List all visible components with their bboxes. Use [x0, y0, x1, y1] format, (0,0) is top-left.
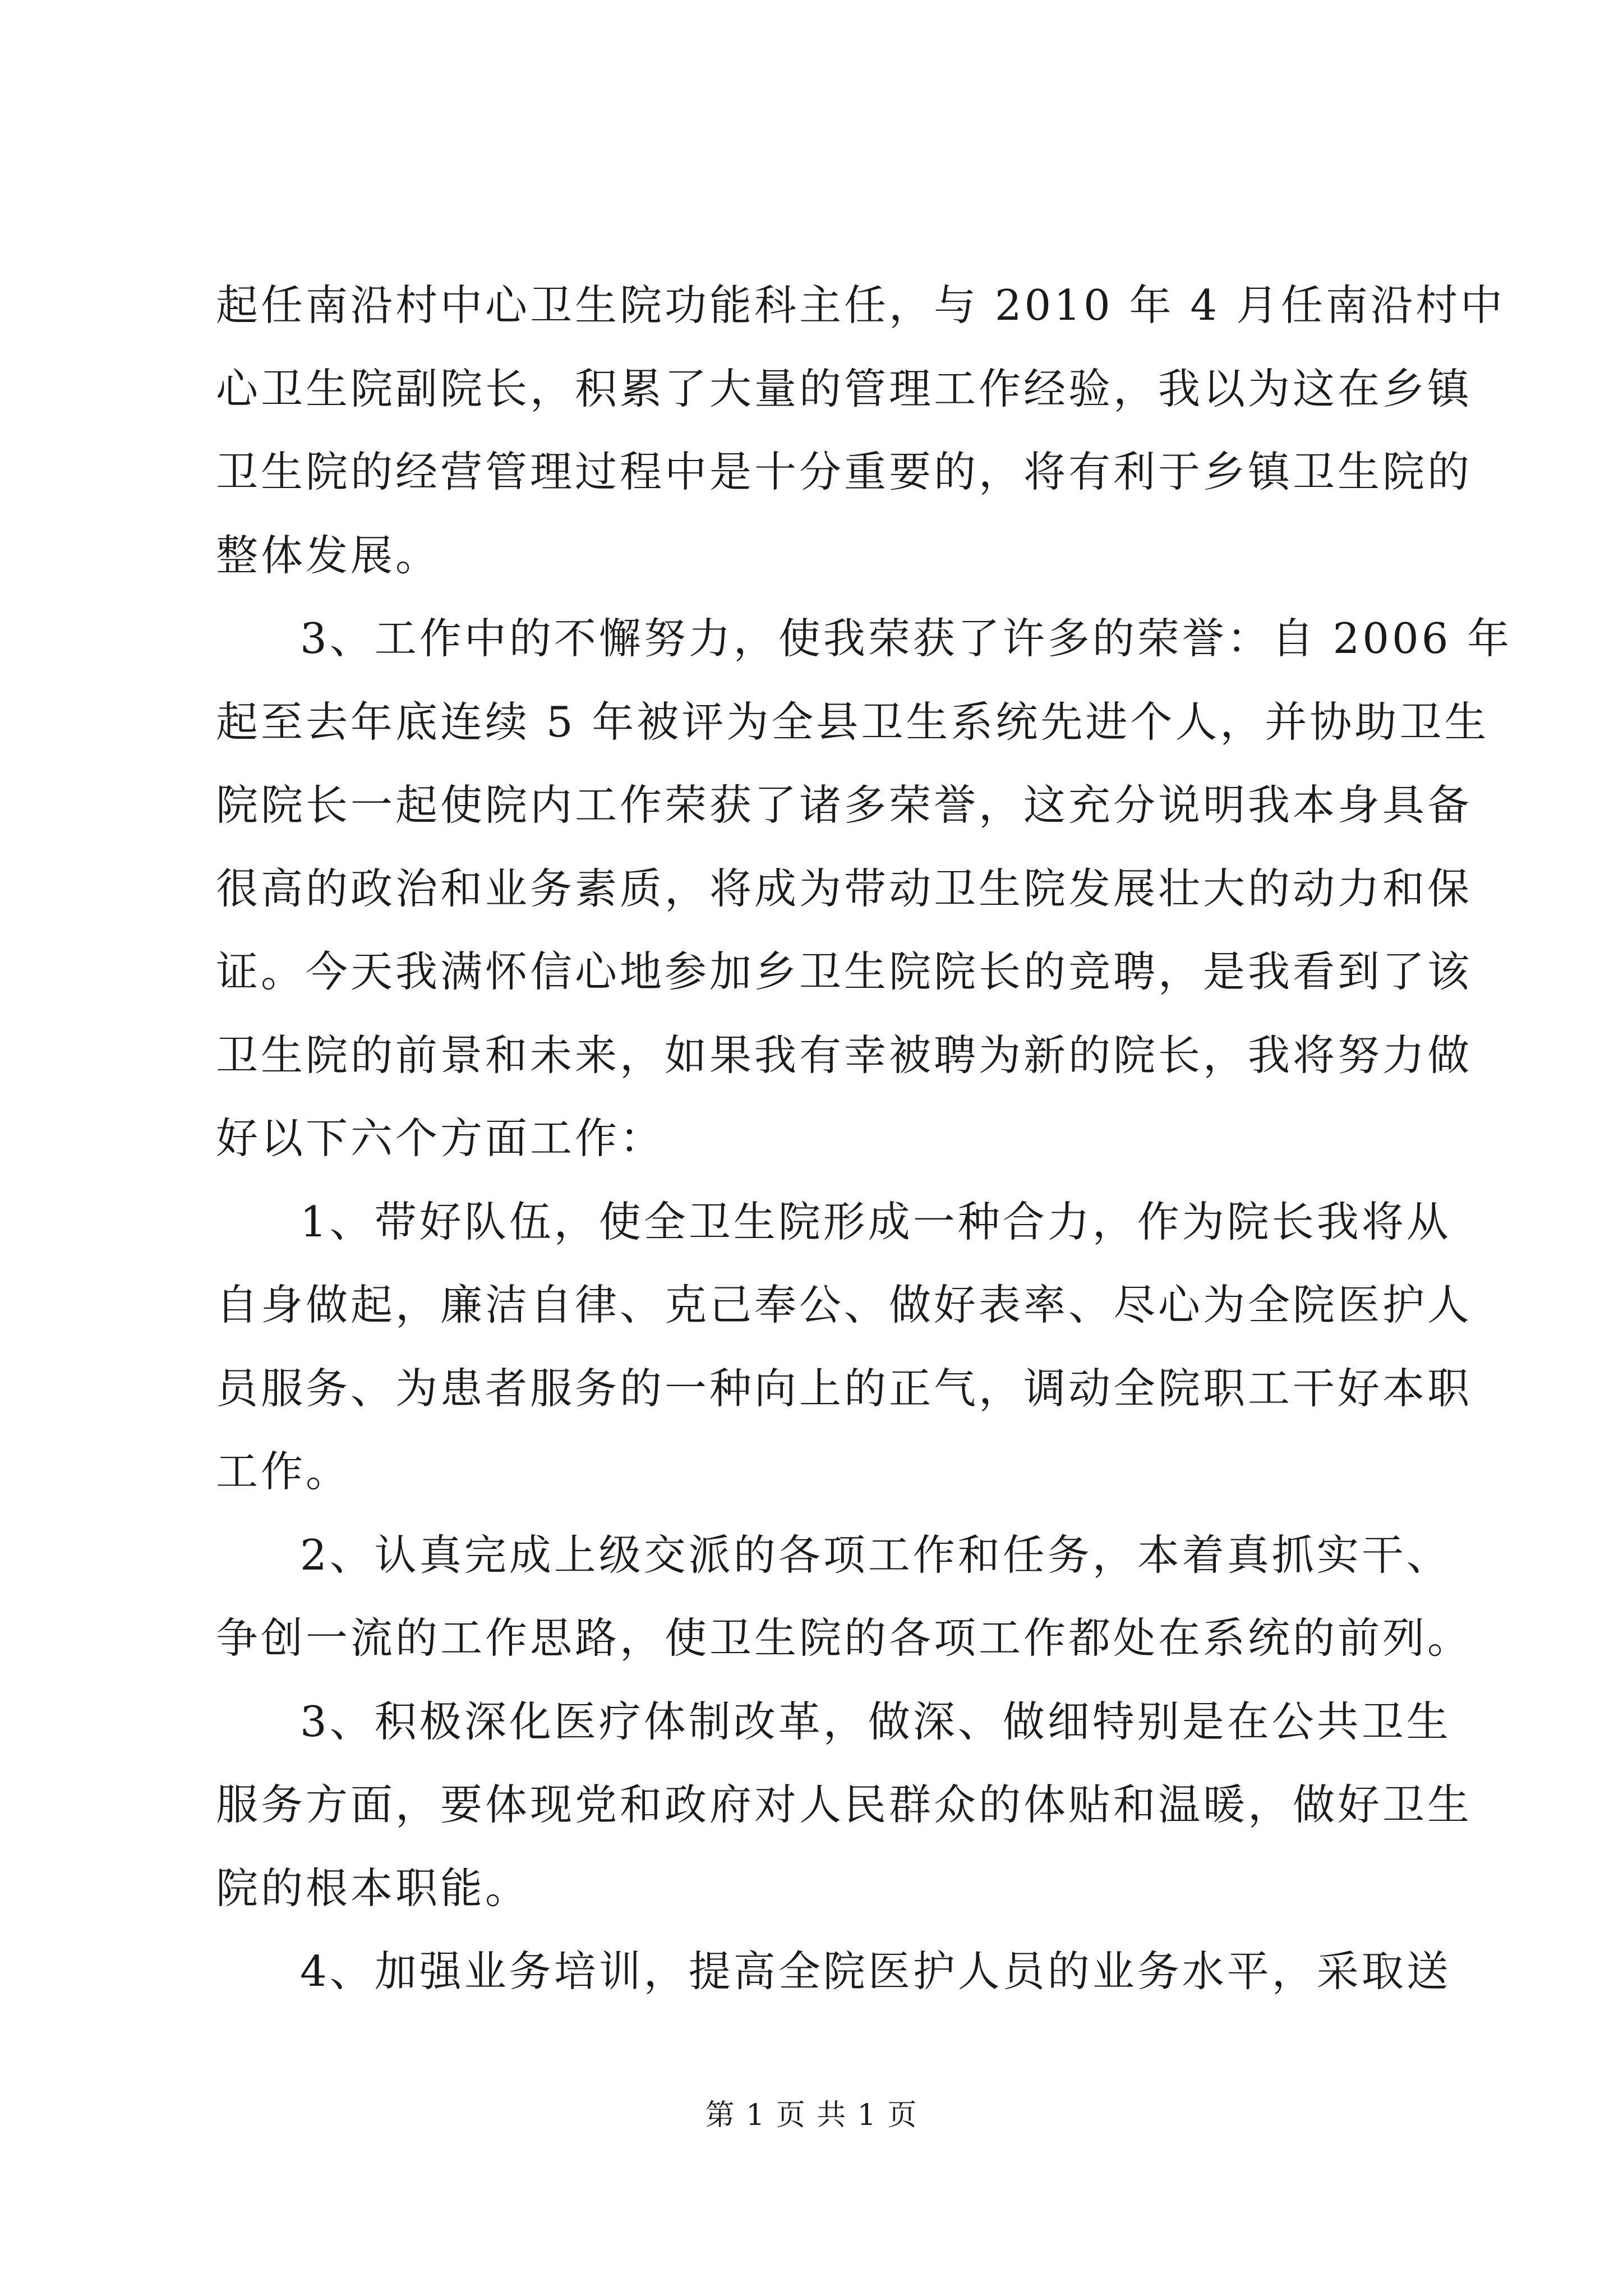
text-line: 3、积极深化医疗体制改革，做深、做细特别是在公共卫生	[300, 1696, 1451, 1746]
text-line: 3、工作中的不懈努力，使我荣获了许多的荣誉：自 2006 年	[300, 614, 1513, 663]
text-line: 卫生院的经营管理过程中是十分重要的，将有利于乡镇卫生院的	[216, 447, 1473, 496]
text-line: 整体发展。	[216, 530, 441, 580]
text-line: 争创一流的工作思路，使卫生院的各项工作都处在系统的前列。	[216, 1613, 1473, 1663]
text-line: 4、加强业务培训，提高全院医护人员的业务水平，采取送	[300, 1947, 1451, 1996]
text-line: 卫生院的前景和未来，如果我有幸被聘为新的院长，我将努力做	[216, 1030, 1473, 1080]
text-line: 1、带好队伍，使全卫生院形成一种合力，作为院长我将从	[300, 1197, 1451, 1246]
text-line: 自身做起，廉洁自律、克己奉公、做好表率、尽心为全院医护人	[216, 1280, 1473, 1329]
page-footer: 第 1 页 共 1 页	[705, 2099, 918, 2132]
text-line: 2、认真完成上级交派的各项工作和任务，本着真抓实干、	[300, 1530, 1451, 1580]
text-line: 院的根本职能。	[216, 1863, 531, 1913]
document-body	[216, 264, 1513, 2013]
text-line: 院院长一起使院内工作荣获了诸多荣誉，这充分说明我本身具备	[216, 780, 1473, 830]
text-line: 心卫生院副院长，积累了大量的管理工作经验，我以为这在乡镇	[216, 364, 1473, 413]
text-line: 证。今天我满怀信心地参加乡卫生院院长的竞聘，是我看到了该	[216, 947, 1473, 996]
text-line: 起至去年底连续 5 年被评为全县卫生系统先进个人，并协助卫生	[216, 697, 1490, 747]
text-line: 员服务、为患者服务的一种向上的正气，调动全院职工干好本职	[216, 1363, 1473, 1413]
text-line: 工作。	[216, 1447, 351, 1496]
text-line: 很高的政治和业务素质，将成为带动卫生院发展壮大的动力和保	[216, 863, 1473, 913]
text-line: 服务方面，要体现党和政府对人民群众的体贴和温暖，做好卫生	[216, 1780, 1473, 1829]
text-line: 好以下六个方面工作：	[216, 1114, 665, 1163]
text-line: 起任南沿村中心卫生院功能科主任，与 2010 年 4 月任南沿村中	[216, 280, 1505, 330]
